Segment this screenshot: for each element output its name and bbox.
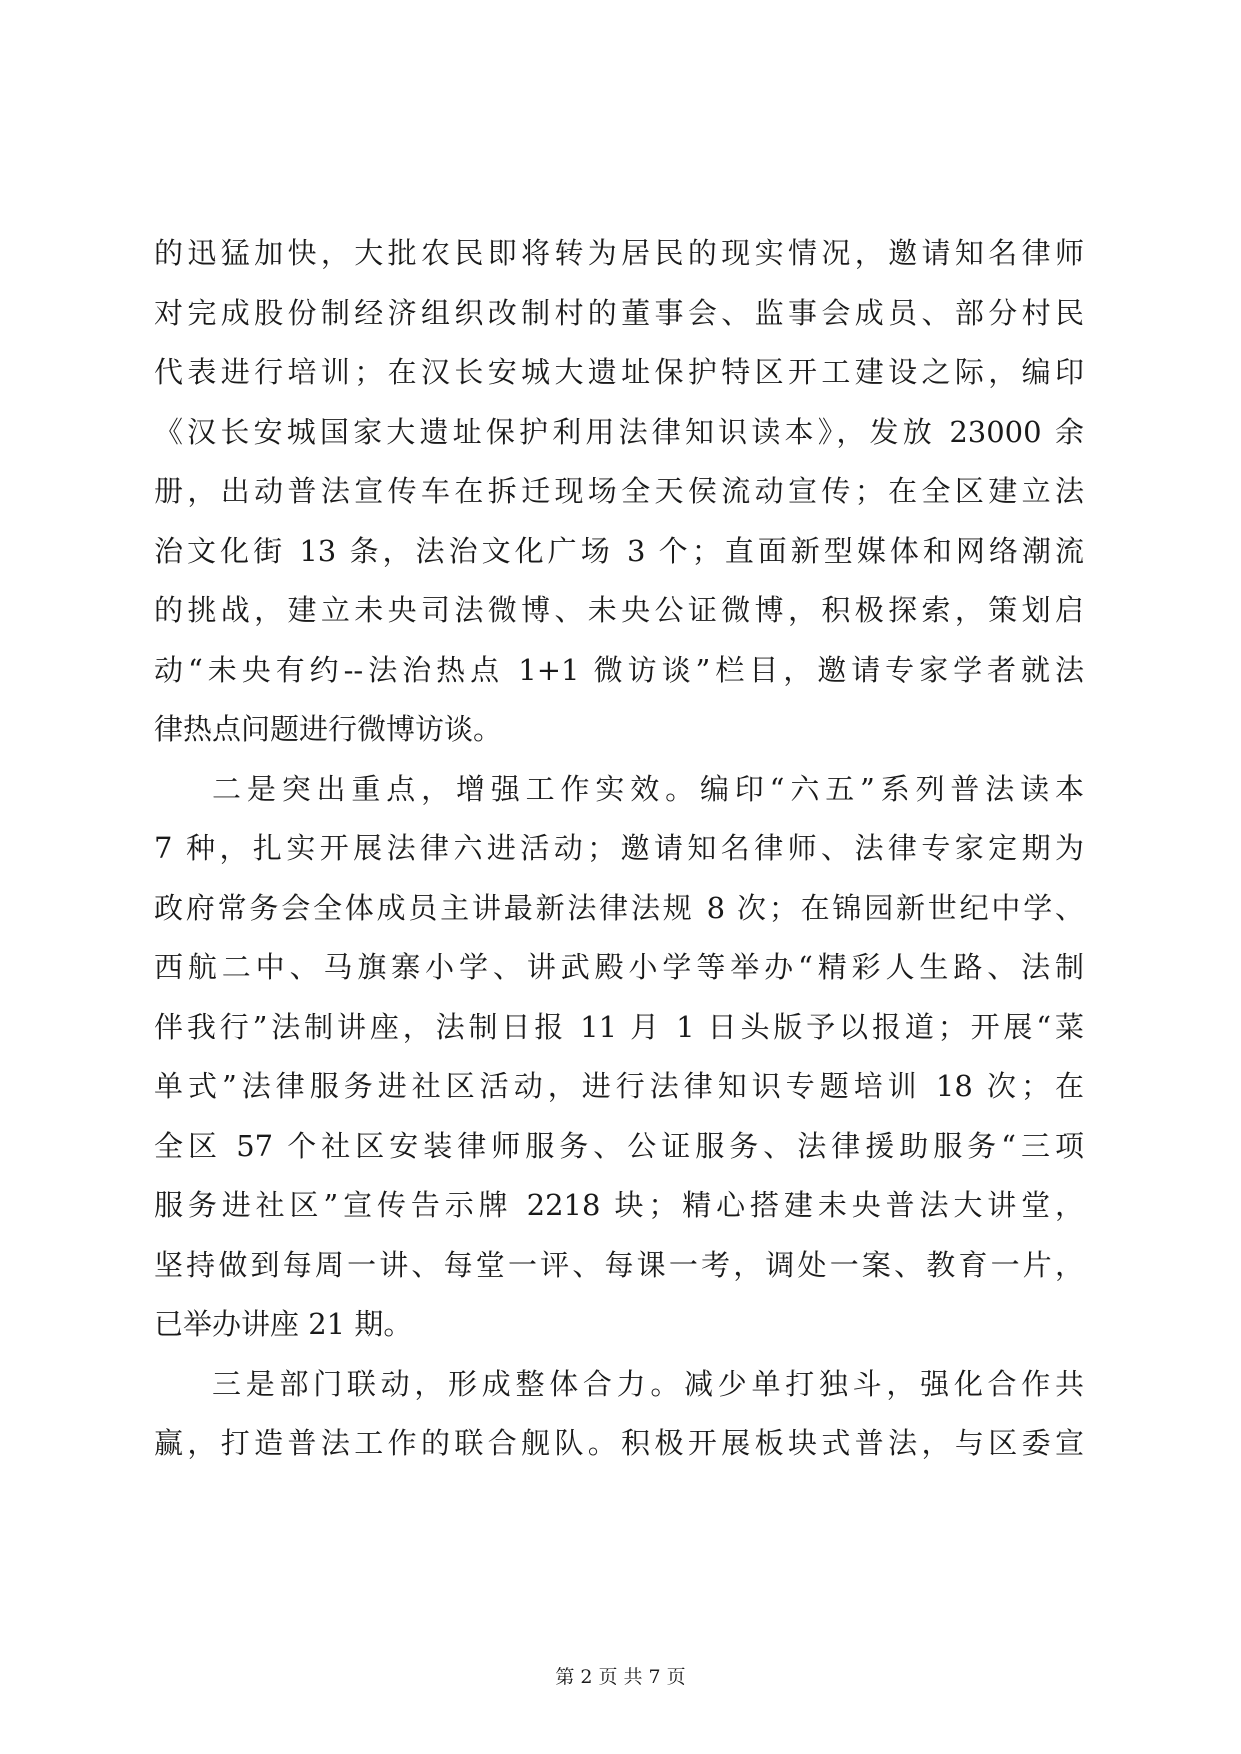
paragraph-first-line: 三是部门联动，形成整体合力。减少单打独斗，强化合作共 [212, 1366, 1084, 1401]
text-line: 对完成股份制经济组织改制村的董事会、监事会成员、部分村民 [154, 295, 1084, 330]
text-line: 律热点问题进行微博访谈。 [154, 712, 503, 746]
text-line: 治文化街 13 条，法治文化广场 3 个；直面新型媒体和网络潮流 [154, 533, 1084, 568]
text-line: 服务进社区”宣传告示牌 2218 块；精心搭建未央普法大讲堂， [154, 1188, 1084, 1222]
text-line: 坚持做到每周一讲、每堂一评、每课一考，调处一案、教育一片， [154, 1247, 1084, 1282]
text-line: 的挑战，建立未央司法微博、未央公证微博，积极探索，策划启 [154, 593, 1084, 627]
text-line: 伴我行”法制讲座，法制日报 11 月 1 日头版予以报道；开展“菜 [154, 1009, 1084, 1044]
text-line: 《汉长安城国家大遗址保护利用法律知识读本》，发放 23000 余 [154, 414, 1084, 449]
text-line: 动“未央有约--法治热点 1+1 微访谈”栏目，邀请专家学者就法 [154, 652, 1084, 687]
body-text [154, 224, 1084, 1474]
text-line: 赢，打造普法工作的联合舰队。积极开展板块式普法，与区委宣 [154, 1426, 1084, 1460]
text-line: 单式”法律服务进社区活动，进行法律知识专题培训 18 次；在 [154, 1069, 1084, 1103]
text-line: 全区 57 个社区安装律师服务、公证服务、法律援助服务“三项 [154, 1128, 1084, 1163]
text-line: 西航二中、马旗寨小学、讲武殿小学等举办“精彩人生路、法制 [154, 950, 1084, 984]
paragraph-first-line: 二是突出重点，增强工作实效。编印“六五”系列普法读本 [212, 771, 1084, 806]
text-line: 7 种，扎实开展法律六进活动；邀请知名律师、法律专家定期为 [154, 831, 1084, 865]
text-line: 册，出动普法宣传车在拆迁现场全天侯流动宣传；在全区建立法 [154, 474, 1084, 508]
text-line: 代表进行培训；在汉长安城大遗址保护特区开工建设之际，编印 [154, 355, 1084, 389]
text-line: 已举办讲座 21 期。 [154, 1307, 413, 1341]
text-line: 的迅猛加快，大批农民即将转为居民的现实情况，邀请知名律师 [154, 236, 1084, 270]
text-line: 政府常务会全体成员主讲最新法律法规 8 次；在锦园新世纪中学、 [154, 890, 1084, 925]
page-footer: 第 2 页 共 7 页 [555, 1666, 686, 1688]
